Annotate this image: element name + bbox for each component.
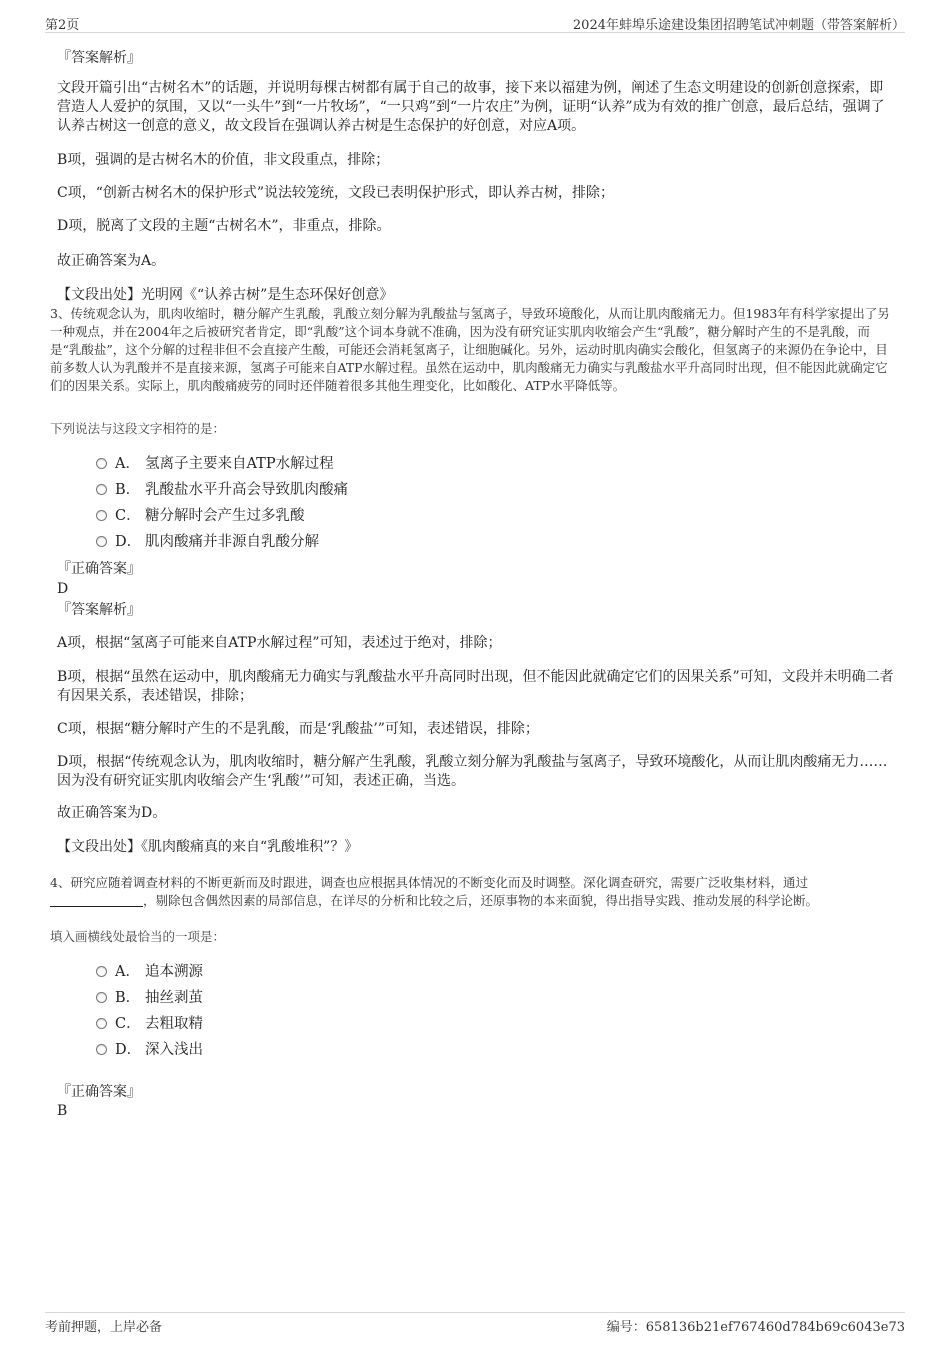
q4-stem xyxy=(50,874,900,910)
q2-analysis-label: 『答案解析』 xyxy=(57,50,141,66)
q2-conclusion: 故正确答案为A。 xyxy=(57,253,166,269)
q4-option-b[interactable]: B． 抽丝剥茧 xyxy=(96,988,203,1008)
q4-option-d[interactable]: D． 深入浅出 xyxy=(96,1040,203,1060)
q3-analysis-b: B项，根据“虽然在运动中，肌肉酸痛无力确实与乳酸盐水平升高同时出现，但不能因此就确定它们的因果关系”可知，文段并未明确二者有因果关系，表述错误，排除； xyxy=(57,669,894,704)
fill-in-blank xyxy=(50,894,143,907)
q2-source-label: 【文段出处】 xyxy=(57,287,141,303)
footer-slogan: 考前押题，上岸必备 xyxy=(45,1320,163,1335)
footer-code xyxy=(607,1316,905,1335)
radio-icon[interactable] xyxy=(96,484,107,495)
q3-option-a[interactable]: A． 氢离子主要来自ATP水解过程 xyxy=(96,454,334,474)
q4-lead: 填入画横线处最恰当的一项是： xyxy=(50,929,226,944)
document-title: 2024年蚌埠乐途建设集团招聘笔试冲刺题（带答案解析） xyxy=(572,18,905,33)
q2-analysis-b: B项，强调的是古树名木的价值，非文段重点，排除； xyxy=(57,152,390,168)
radio-icon[interactable] xyxy=(96,536,107,547)
radio-icon[interactable] xyxy=(96,510,107,521)
page-footer xyxy=(45,1312,905,1335)
q3-analysis-label: 『答案解析』 xyxy=(57,602,141,618)
q2-source-text: 光明网《“认养古树”是生态环保好创意》 xyxy=(141,287,394,303)
q3-option-d[interactable]: D． 肌肉酸痛并非源自乳酸分解 xyxy=(96,532,319,552)
q3-answer: D xyxy=(57,581,69,597)
q4-stem-part1: 4、研究应随着调查材料的不断更新而及时跟进，调查也应根据具体情况的不断变化而及时调整。深化调查研究，需要广泛收集材料，通过 xyxy=(50,875,808,890)
page-header xyxy=(45,14,905,33)
q3-answer-label: 『正确答案』 xyxy=(57,561,141,577)
q3-analysis-a: A项，根据“氢离子可能来自ATP水解过程”可知，表述过于绝对，排除； xyxy=(57,635,502,651)
q3-conclusion: 故正确答案为D。 xyxy=(57,805,167,821)
q3-source-label: 【文段出处】 xyxy=(57,839,141,855)
q3-source xyxy=(57,838,897,857)
q4-option-a[interactable]: A． 追本溯源 xyxy=(96,962,203,982)
q3-option-c[interactable]: C． 糖分解时会产生过多乳酸 xyxy=(96,506,305,526)
q2-source xyxy=(57,286,897,305)
q3-analysis-d: D项，根据“传统观念认为，肌肉收缩时，糖分解产生乳酸，乳酸立刻分解为乳酸盐与氢离子，导致环境酸化，从而让肌肉酸痛无力……因为没有研究证实肌肉收缩会产生‘乳酸’”可知，表述正确，当选。 xyxy=(57,754,888,789)
radio-icon[interactable] xyxy=(96,966,107,977)
q3-lead: 下列说法与这段文字相符的是： xyxy=(50,421,226,436)
radio-icon[interactable] xyxy=(96,458,107,469)
footer-code-label: 编号： xyxy=(606,1320,646,1335)
q4-option-c[interactable]: C． 去粗取精 xyxy=(96,1014,203,1034)
q4-answer-label: 『正确答案』 xyxy=(57,1084,141,1100)
radio-icon[interactable] xyxy=(96,1018,107,1029)
q3-source-text: 《肌肉酸痛真的来自“乳酸堆积”？》 xyxy=(141,839,359,855)
q3-stem: 3、传统观念认为，肌肉收缩时，糖分解产生乳酸，乳酸立刻分解为乳酸盐与氢离子，导致环境酸化，从而让肌肉酸痛无力。但1983年有科学家提出了另一种观点，并在2004年之后被研究者肯定，即“乳酸”这个词本身就不准确，因为没有研究证实肌肉收缩会产生“乳酸”，糖分解时产生的不是乳酸，而是“乳酸盐”，这个分解的过程非但不会直接产生酸，可能还会消耗氢离子，让细胞碱化。另外，运动时肌肉确实会酸化，但氢离子的来源仍在争论中，目前多数人认为乳酸并不是直接来源，氢离子可能来自ATP水解过程。虽然在运动中，肌肉酸痛无力确实与乳酸盐水平升高同时出现，但不能因此就确定它们的因果关系。实际上，肌肉酸痛疲劳的同时还伴随着很多其他生理变化，比如酸化、ATP水平降低等。 xyxy=(50,306,890,393)
radio-icon[interactable] xyxy=(96,992,107,1003)
radio-icon[interactable] xyxy=(96,1044,107,1055)
q3-option-b[interactable]: B． 乳酸盐水平升高会导致肌肉酸痛 xyxy=(96,480,348,500)
q4-answer: B xyxy=(57,1103,68,1119)
q3-analysis-c: C项，根据“糖分解时产生的不是乳酸，而是‘乳酸盐’”可知，表述错误，排除； xyxy=(57,721,539,737)
footer-code-value: 658136b21ef767460d784b69c6043e73 xyxy=(645,1320,905,1335)
page-number: 第2页 xyxy=(45,18,80,33)
q2-analysis-c: C项，“创新古树名木的保护形式”说法较笼统，文段已表明保护形式，即认养古树，排除； xyxy=(57,185,615,201)
q2-analysis-d: D项，脱离了文段的主题“古树名木”，非重点，排除。 xyxy=(57,218,391,234)
q2-analysis-main: 文段开篇引出“古树名木”的话题，并说明每棵古树都有属于自己的故事，接下来以福建为例，阐述了生态文明建设的创新创意探索，即营造人人爱护的氛围，又以“一头牛”到“一片牧场”，“一只鸡”到“一片农庄”为例，证明“认养”成为有效的推广创意，最后总结，强调了认养古树这一创意的意义，故文段旨在强调认养古树是生态保护的好创意，对应A项。 xyxy=(57,80,885,134)
q4-stem-part2: ，剔除包含偶然因素的局部信息，在详尽的分析和比较之后，还原事物的本来面貌，得出指导实践、推动发展的科学论断。 xyxy=(143,893,819,908)
